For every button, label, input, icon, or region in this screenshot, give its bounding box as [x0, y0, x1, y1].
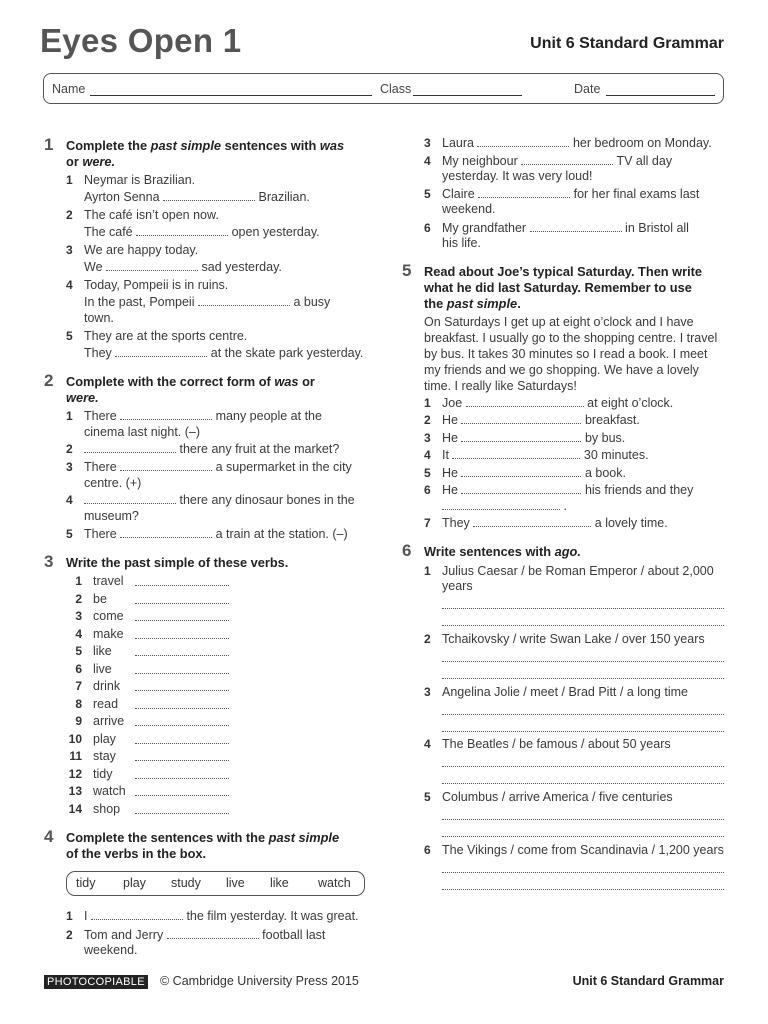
- item-text: 30 minutes.: [583, 448, 649, 462]
- answer-blank[interactable]: [135, 768, 229, 779]
- answer-blank[interactable]: [135, 698, 229, 709]
- instruction-text: .: [517, 296, 521, 311]
- instruction-text: ago.: [554, 544, 581, 559]
- item-text: In the past, Pompeii: [84, 295, 195, 309]
- item-number: 3: [424, 431, 431, 445]
- item-text: at eight o’clock.: [587, 396, 674, 410]
- answer-blank[interactable]: [120, 460, 212, 471]
- answer-line[interactable]: [442, 783, 724, 784]
- verb-text: like: [93, 644, 112, 658]
- answer-blank[interactable]: [135, 785, 229, 796]
- verb-text: make: [93, 626, 124, 641]
- item-number: 8: [75, 696, 82, 711]
- verb-text: shop: [93, 801, 121, 816]
- item-text: weekend.: [442, 202, 496, 216]
- item-text: there any fruit at the market?: [179, 442, 340, 456]
- answer-blank[interactable]: [120, 527, 212, 538]
- answer-blank[interactable]: [136, 225, 228, 236]
- answer-blank[interactable]: [135, 803, 229, 814]
- item-number: 6: [424, 221, 431, 235]
- answer-blank[interactable]: [91, 909, 183, 920]
- item-number: 3: [424, 685, 431, 699]
- item-number: 5: [66, 527, 73, 541]
- item-text: many people at the: [215, 409, 322, 423]
- answer-blank[interactable]: [442, 499, 560, 510]
- word-box-item: like: [270, 876, 289, 890]
- exercise-instruction: [424, 264, 744, 312]
- answer-blank[interactable]: [461, 413, 581, 424]
- student-info-box: [43, 73, 724, 104]
- item-text: He: [442, 466, 458, 480]
- class-label: Class: [380, 82, 412, 96]
- worksheet-title: Eyes Open 1: [40, 22, 242, 59]
- date-label: Date: [574, 82, 601, 96]
- item-text: Ayrton Senna: [84, 190, 160, 204]
- item-number: 1: [75, 574, 82, 588]
- item-number: 2: [66, 442, 73, 456]
- answer-blank[interactable]: [135, 610, 229, 621]
- answer-blank[interactable]: [135, 663, 229, 674]
- item-number: 1: [66, 909, 73, 923]
- verb-text: watch: [93, 784, 126, 798]
- item-number: 4: [75, 626, 82, 641]
- verb-text: arrive: [93, 714, 125, 728]
- item-number: 3: [424, 136, 431, 150]
- exercise-number: 1: [44, 135, 54, 154]
- item-text: Laura: [442, 136, 474, 150]
- item-number: 2: [75, 591, 82, 606]
- answer-line[interactable]: [442, 678, 724, 679]
- instruction-text: past simple: [150, 138, 222, 153]
- verb-text: read: [93, 696, 119, 711]
- exercise-instruction: [66, 830, 386, 862]
- exercise-instruction: Write the past simple of these verbs.: [66, 555, 289, 570]
- unit-title: Unit 6 Standard Grammar: [530, 35, 724, 52]
- answer-blank[interactable]: [135, 593, 229, 604]
- item-text: There: [84, 409, 117, 423]
- word-box-item: live: [226, 876, 245, 890]
- item-prompt: years: [442, 579, 473, 593]
- item-text: The café: [84, 225, 133, 239]
- item-prompt: Tchaikovsky / write Swan Lake / over 150 years: [442, 632, 705, 646]
- exercise-instruction: [66, 374, 386, 406]
- exercise-number: 5: [402, 261, 412, 280]
- item-text: cinema last night. (–): [84, 425, 201, 439]
- item-number: 6: [75, 661, 82, 676]
- item-prompt: Neymar is Brazilian.: [84, 173, 196, 187]
- answer-line[interactable]: [442, 766, 724, 767]
- item-text: Brazilian.: [258, 190, 310, 204]
- answer-blank[interactable]: [84, 493, 176, 504]
- item-number: 14: [68, 801, 82, 816]
- verb-text: live: [93, 661, 112, 676]
- item-number: 1: [424, 396, 431, 410]
- item-text: his friends and they: [584, 483, 694, 497]
- item-number: 2: [66, 928, 73, 942]
- item-number: 3: [75, 609, 82, 623]
- answer-blank[interactable]: [521, 154, 613, 165]
- item-text: .: [563, 499, 567, 513]
- item-number: 4: [424, 448, 431, 462]
- answer-blank[interactable]: [478, 187, 570, 198]
- item-number: 3: [66, 243, 73, 257]
- name-field[interactable]: [90, 95, 372, 96]
- exercise-number: 4: [44, 827, 54, 846]
- instruction-text: Complete the: [66, 138, 151, 153]
- answer-blank[interactable]: [167, 928, 259, 939]
- answer-line[interactable]: [442, 836, 724, 837]
- item-text: weekend.: [84, 943, 138, 957]
- item-text: centre. (+): [84, 476, 142, 490]
- exercise-number: 3: [44, 552, 54, 571]
- item-text: at the skate park yesterday.: [210, 346, 364, 360]
- item-number: 4: [424, 154, 431, 168]
- instruction-text: Complete with the correct form of: [66, 374, 275, 389]
- answer-blank[interactable]: [115, 346, 207, 357]
- item-number: 1: [424, 564, 431, 578]
- answer-blank[interactable]: [477, 136, 569, 147]
- paragraph-line: breakfast. I usually go to the shopping centre. I travel: [424, 331, 718, 345]
- item-number: 9: [75, 714, 82, 728]
- answer-blank[interactable]: [135, 733, 229, 744]
- item-prompt: Angelina Jolie / meet / Brad Pitt / a long time: [442, 685, 688, 699]
- item-number: 12: [68, 766, 82, 781]
- item-text: a book.: [584, 466, 626, 480]
- instruction-text: of the verbs in the box.: [66, 846, 207, 861]
- item-number: 2: [66, 208, 73, 222]
- verb-text: stay: [93, 749, 116, 763]
- paragraph-line: On Saturdays I get up at eight o’clock and I have: [424, 315, 694, 329]
- answer-blank[interactable]: [461, 431, 581, 442]
- item-text: He: [442, 413, 458, 427]
- item-text: there any dinosaur bones in the: [179, 493, 355, 507]
- verb-text: tidy: [93, 766, 113, 781]
- item-text: We: [84, 260, 103, 274]
- verb-text: travel: [93, 574, 124, 588]
- answer-blank[interactable]: [135, 680, 229, 691]
- photocopiable-badge: PHOTOCOPIABLE: [44, 975, 148, 989]
- item-number: 2: [424, 632, 431, 646]
- item-number: 2: [424, 413, 431, 427]
- item-text: her bedroom on Monday.: [572, 136, 712, 150]
- item-number: 4: [66, 278, 73, 292]
- item-number: 4: [66, 493, 73, 507]
- answer-blank[interactable]: [106, 260, 198, 271]
- instruction-text: the: [424, 296, 447, 311]
- item-number: 7: [424, 516, 431, 530]
- exercise-number: 6: [402, 541, 412, 560]
- answer-blank[interactable]: [466, 396, 584, 407]
- word-box-item: watch: [318, 876, 351, 890]
- answer-blank[interactable]: [135, 575, 229, 586]
- item-text: Joe: [442, 396, 463, 410]
- instruction-text: past simple: [268, 830, 340, 845]
- instruction-text: Complete the sentences with the: [66, 830, 269, 845]
- item-text: a train at the station. (–): [215, 527, 348, 541]
- answer-line[interactable]: [442, 714, 724, 715]
- item-text: his life.: [442, 236, 481, 250]
- instruction-text: were.: [82, 154, 116, 169]
- answer-blank[interactable]: [198, 295, 290, 306]
- answer-line[interactable]: [442, 889, 724, 890]
- item-text: I: [84, 909, 88, 923]
- item-prompt: The Beatles / be famous / about 50 years: [442, 737, 671, 751]
- item-text: sad yesterday.: [201, 260, 282, 274]
- joe-paragraph: [424, 314, 724, 394]
- item-number: 1: [66, 173, 73, 187]
- answer-line[interactable]: [442, 608, 724, 609]
- exercise-instruction: [424, 544, 744, 560]
- item-text: a supermarket in the city: [215, 460, 352, 474]
- word-box: [66, 871, 365, 896]
- answer-blank[interactable]: [84, 442, 176, 453]
- exercise-number: 2: [44, 371, 54, 390]
- paragraph-line: my friends and we go shopping. We have a lovely: [424, 363, 699, 377]
- answer-blank[interactable]: [135, 750, 229, 761]
- answer-blank[interactable]: [120, 409, 212, 420]
- item-text: open yesterday.: [231, 225, 320, 239]
- paragraph-line: time. I really like Saturdays!: [424, 379, 577, 393]
- answer-blank[interactable]: [530, 221, 622, 232]
- instruction-text: Read about Joe’s typical Saturday. Then write: [424, 264, 703, 279]
- instruction-text: was: [274, 374, 299, 389]
- item-text: museum?: [84, 509, 139, 523]
- instruction-text: Write sentences with: [424, 544, 555, 559]
- item-number: 3: [66, 460, 73, 474]
- item-number: 1: [66, 409, 73, 423]
- item-number: 13: [68, 784, 82, 798]
- instruction-text: was: [319, 138, 345, 153]
- answer-line[interactable]: [442, 625, 724, 626]
- item-text: for her final exams last: [573, 187, 700, 201]
- answer-blank[interactable]: [135, 715, 229, 726]
- instruction-text: were.: [66, 390, 99, 405]
- answer-blank[interactable]: [135, 628, 229, 639]
- verb-text: be: [93, 591, 107, 606]
- instruction-text: or: [66, 154, 83, 169]
- item-text: in Bristol all: [625, 221, 689, 235]
- item-prompt: The café isn’t open now.: [84, 208, 219, 222]
- item-prompt: The Vikings / come from Scandinavia / 1,200 years: [442, 843, 724, 857]
- word-box-item: tidy: [76, 876, 96, 890]
- item-text: by bus.: [584, 431, 626, 445]
- item-text: a lovely time.: [594, 516, 668, 530]
- item-text: the film yesterday. It was great.: [186, 909, 359, 923]
- item-number: 5: [424, 187, 431, 201]
- answer-line[interactable]: [442, 731, 724, 732]
- word-box-item: study: [171, 876, 201, 890]
- verb-text: play: [93, 731, 116, 746]
- instruction-text: or: [298, 374, 315, 389]
- item-text: town.: [84, 311, 114, 325]
- instruction-text: past simple: [446, 296, 518, 311]
- item-prompt: We are happy today.: [84, 243, 199, 257]
- item-text: There: [84, 460, 117, 474]
- answer-blank[interactable]: [473, 516, 591, 527]
- answer-line[interactable]: [442, 819, 724, 820]
- instruction-text: what he did last Saturday. Remember to use: [424, 280, 692, 295]
- name-label: Name: [52, 82, 86, 96]
- item-text: They: [442, 516, 470, 530]
- item-number: 6: [424, 843, 431, 857]
- item-text: TV all day: [616, 154, 673, 168]
- verb-text: come: [93, 609, 124, 623]
- item-prompt: Julius Caesar / be Roman Emperor / about 2,000: [442, 564, 714, 578]
- item-text: breakfast.: [584, 413, 640, 427]
- item-number: 6: [424, 483, 431, 497]
- answer-blank[interactable]: [461, 483, 581, 494]
- paragraph-line: by bus. It takes 30 minutes so I read a book. I meet: [424, 347, 708, 361]
- item-text: My grandfather: [442, 221, 527, 235]
- item-number: 10: [68, 731, 82, 746]
- item-number: 5: [75, 644, 82, 658]
- item-number: 5: [66, 329, 73, 343]
- item-number: 5: [424, 790, 431, 804]
- item-text: It: [442, 448, 449, 462]
- item-text: He: [442, 431, 458, 445]
- item-prompt: Today, Pompeii is in ruins.: [84, 278, 229, 292]
- item-text: Claire: [442, 187, 475, 201]
- answer-blank[interactable]: [163, 190, 255, 201]
- answer-line[interactable]: [442, 872, 724, 873]
- item-text: My neighbour: [442, 154, 518, 168]
- copyright: © Cambridge University Press 2015: [160, 974, 359, 988]
- class-field[interactable]: [413, 95, 522, 96]
- date-field[interactable]: [606, 95, 715, 96]
- item-text: Tom and Jerry: [84, 928, 164, 942]
- item-number: 4: [424, 737, 431, 751]
- item-number: 11: [69, 749, 82, 763]
- answer-line[interactable]: [442, 661, 724, 662]
- item-text: yesterday. It was very loud!: [442, 169, 593, 183]
- item-number: 7: [75, 679, 82, 693]
- answer-blank[interactable]: [452, 448, 580, 459]
- verb-text: drink: [93, 679, 121, 693]
- item-prompt: They are at the sports centre.: [84, 329, 248, 343]
- answer-blank[interactable]: [135, 645, 229, 656]
- item-text: They: [84, 346, 112, 360]
- item-number: 5: [424, 466, 431, 480]
- item-prompt: Columbus / arrive America / five centuries: [442, 790, 673, 804]
- instruction-text: sentences with: [221, 138, 320, 153]
- exercise-instruction: [66, 138, 386, 170]
- item-text: a busy: [293, 295, 331, 309]
- item-text: He: [442, 483, 458, 497]
- answer-blank[interactable]: [461, 466, 581, 477]
- word-box-item: play: [123, 876, 146, 890]
- footer-unit-title: Unit 6 Standard Grammar: [572, 974, 724, 988]
- item-text: football last: [262, 928, 326, 942]
- item-text: There: [84, 527, 117, 541]
